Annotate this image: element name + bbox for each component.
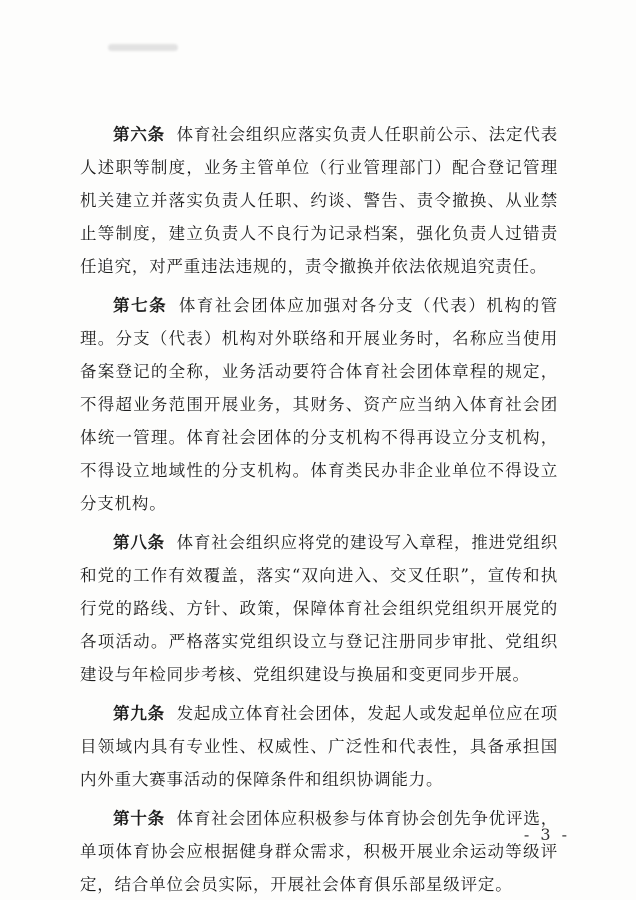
scan-smudge bbox=[108, 44, 178, 51]
article-6-text: 体育社会组织应落实负责人任职前公示、法定代表人述职等制度，业务主管单位（行业管理部门）配合登记管理机关建立并落实负责人任职、约谈、警告、责令撤换、从业禁止等制度，建立负责人不良行为记录档案，强化负责人过错责任追究，对严重违法违规的，责令撤换并依法依规追究责任。 bbox=[80, 125, 558, 276]
article-6-label: 第六条 bbox=[113, 125, 166, 144]
article-10-label: 第十条 bbox=[113, 809, 166, 828]
article-7-paragraph bbox=[80, 289, 558, 520]
article-7-text: 体育社会团体应加强对各分支（代表）机构的管理。分支（代表）机构对外联络和开展业务时，名称应当使用备案登记的全称，业务活动要符合体育社会团体章程的规定，不得超业务范围开展业务，其财务、资产应当纳入体育社会团体统一管理。体育社会团体的分支机构不得再设立分支机构，不得设立地域性的分支机构。体育类民办非企业单位不得设立分支机构。 bbox=[80, 296, 558, 513]
article-9-label: 第九条 bbox=[113, 704, 166, 723]
document-body bbox=[80, 118, 558, 907]
article-6-paragraph bbox=[80, 118, 558, 283]
article-10-paragraph bbox=[80, 802, 558, 901]
article-8-text: 体育社会组织应将党的建设写入章程，推进党组织和党的工作有效覆盖，落实“双向进入、交叉任职”，宣传和执行党的路线、方针、政策，保障体育社会组织党组织开展党的各项活动。严格落实党组织设立与登记注册同步审批、党组织建设与年检同步考核、党组织建设与换届和变更同步开展。 bbox=[80, 533, 558, 684]
article-8-paragraph bbox=[80, 526, 558, 691]
article-9-paragraph bbox=[80, 697, 558, 796]
article-8-label: 第八条 bbox=[113, 533, 166, 552]
article-9-text: 发起成立体育社会团体，发起人或发起单位应在项目领域内具有专业性、权威性、广泛性和代表性，具备承担国内外重大赛事活动的保障条件和组织协调能力。 bbox=[80, 704, 558, 789]
page-number: - 3 - bbox=[523, 825, 570, 844]
article-10-text: 体育社会团体应积极参与体育协会创先争优评选，单项体育协会应根据健身群众需求，积极开展业余运动等级评定，结合单位会员实际，开展社会体育俱乐部星级评定。 bbox=[80, 809, 558, 894]
article-7-label: 第七条 bbox=[113, 296, 168, 315]
